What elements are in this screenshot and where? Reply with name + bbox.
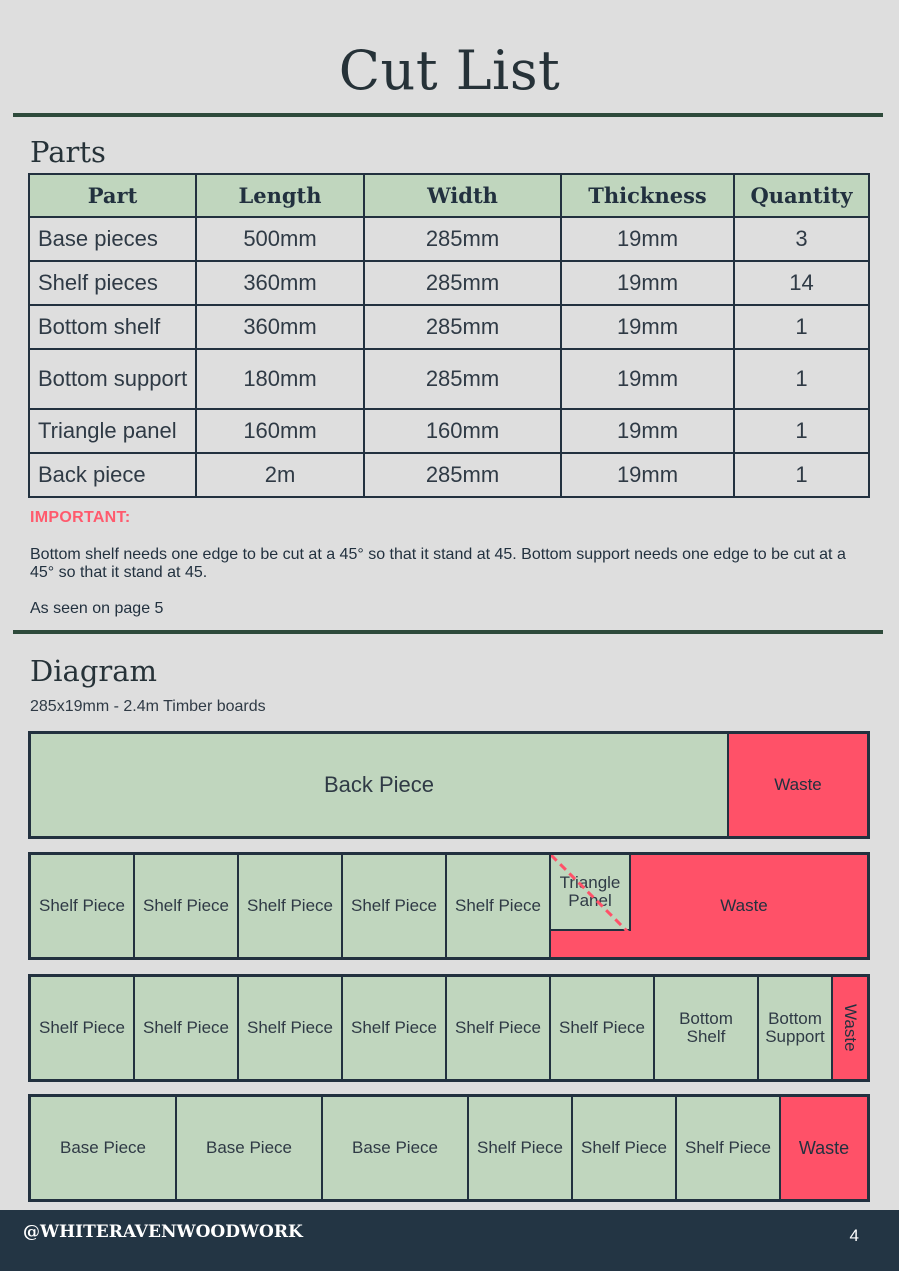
bottom-support-piece: Bottom Support: [759, 977, 833, 1079]
cell-part: Bottom shelf: [29, 305, 196, 349]
shelf-piece: Shelf Piece: [343, 977, 447, 1079]
table-row: [29, 349, 869, 409]
back-piece: Back Piece: [31, 734, 729, 836]
section-divider: [13, 630, 883, 634]
header-length: Length: [196, 174, 364, 217]
cell-width: 285mm: [364, 453, 561, 497]
shelf-piece: Shelf Piece: [469, 1097, 573, 1199]
cell-width: 160mm: [364, 409, 561, 453]
cell-part: Shelf pieces: [29, 261, 196, 305]
waste-piece: Waste: [781, 1097, 867, 1199]
base-piece: Base Piece: [177, 1097, 323, 1199]
header-width: Width: [364, 174, 561, 217]
board-4: [28, 1094, 870, 1202]
cell-part: Base pieces: [29, 217, 196, 261]
shelf-piece: Shelf Piece: [31, 977, 135, 1079]
parts-table: [28, 173, 870, 498]
cell-thickness: 19mm: [561, 349, 734, 409]
cell-length: 160mm: [196, 409, 364, 453]
triangle-panel: Triangle Panel: [551, 855, 631, 931]
board-1: [28, 731, 870, 839]
shelf-piece: Shelf Piece: [551, 977, 655, 1079]
cell-part: Bottom support: [29, 349, 196, 409]
board-2: [28, 852, 870, 960]
table-row: [29, 261, 869, 305]
base-piece: Base Piece: [31, 1097, 177, 1199]
shelf-piece: Shelf Piece: [573, 1097, 677, 1199]
cell-length: 500mm: [196, 217, 364, 261]
triangle-slot: [551, 855, 867, 957]
footer-bar: [0, 1210, 899, 1271]
shelf-piece: Shelf Piece: [677, 1097, 781, 1199]
shelf-piece: Shelf Piece: [343, 855, 447, 957]
header-thickness: Thickness: [561, 174, 734, 217]
cell-width: 285mm: [364, 261, 561, 305]
cell-thickness: 19mm: [561, 217, 734, 261]
header-part: Part: [29, 174, 196, 217]
cell-length: 360mm: [196, 261, 364, 305]
shelf-piece: Shelf Piece: [239, 855, 343, 957]
page-reference: As seen on page 5: [30, 600, 164, 617]
diagonal-cut-line: [551, 855, 633, 935]
cell-thickness: 19mm: [561, 409, 734, 453]
cell-length: 180mm: [196, 349, 364, 409]
cell-quantity: 1: [734, 305, 869, 349]
table-header-row: [29, 174, 869, 217]
table-row: [29, 409, 869, 453]
header-quantity: Quantity: [734, 174, 869, 217]
waste-piece: Waste: [551, 855, 867, 957]
header-divider: [13, 113, 883, 117]
diagram-subtitle: 285x19mm - 2.4m Timber boards: [30, 698, 266, 715]
cell-quantity: 14: [734, 261, 869, 305]
cell-thickness: 19mm: [561, 261, 734, 305]
important-note: Bottom shelf needs one edge to be cut at a 45° so that it stand at 45. Bottom support needs one edge to be cut at a 45° so that it stand at 45.: [30, 546, 846, 581]
shelf-piece: Shelf Piece: [31, 855, 135, 957]
cell-width: 285mm: [364, 349, 561, 409]
diagram-heading: Diagram: [30, 654, 158, 688]
shelf-piece: Shelf Piece: [135, 977, 239, 1079]
waste-piece: Waste: [833, 977, 867, 1079]
cell-quantity: 1: [734, 453, 869, 497]
page-title: Cut List: [338, 39, 561, 102]
board-3: [28, 974, 870, 1082]
cell-quantity: 1: [734, 409, 869, 453]
bottom-shelf-piece: Bottom Shelf: [655, 977, 759, 1079]
shelf-piece: Shelf Piece: [447, 977, 551, 1079]
table-row: [29, 305, 869, 349]
cell-quantity: 1: [734, 349, 869, 409]
cell-width: 285mm: [364, 217, 561, 261]
important-label: IMPORTANT:: [30, 509, 131, 526]
cell-length: 360mm: [196, 305, 364, 349]
table-row: [29, 217, 869, 261]
cell-quantity: 3: [734, 217, 869, 261]
table-row: [29, 453, 869, 497]
cell-thickness: 19mm: [561, 453, 734, 497]
cell-thickness: 19mm: [561, 305, 734, 349]
shelf-piece: Shelf Piece: [239, 977, 343, 1079]
cell-width: 285mm: [364, 305, 561, 349]
page-number: 4: [849, 1226, 859, 1245]
cell-part: Triangle panel: [29, 409, 196, 453]
cell-part: Back piece: [29, 453, 196, 497]
cell-length: 2m: [196, 453, 364, 497]
base-piece: Base Piece: [323, 1097, 469, 1199]
shelf-piece: Shelf Piece: [447, 855, 551, 957]
social-handle: @WHITERAVENWOODWORK: [23, 1222, 303, 1242]
shelf-piece: Shelf Piece: [135, 855, 239, 957]
waste-piece: Waste: [729, 734, 867, 836]
parts-heading: Parts: [30, 135, 106, 169]
